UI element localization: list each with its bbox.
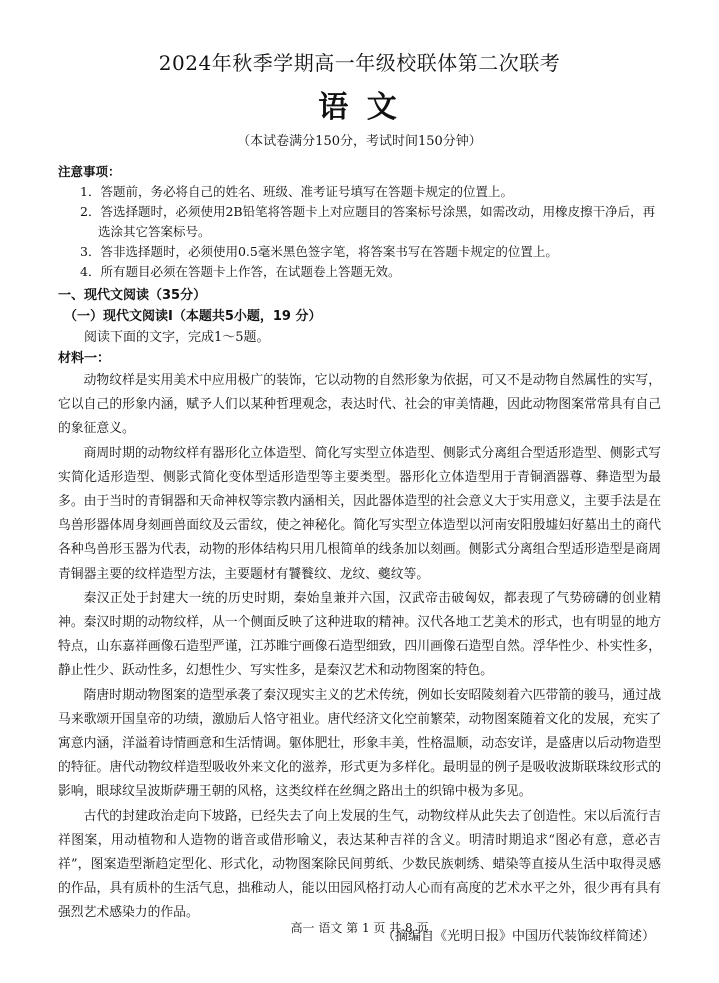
- exam-note: （本试卷满分150分，考试时间150分钟）: [237, 134, 482, 149]
- page-footer: 高一 语文 第 1 页 共 8 页: [290, 921, 429, 935]
- notice-item: 2．答选择题时，必须使用2B铅笔将答题卡上对应题目的答案标号涂黑，如需改动，用橡皮擦干净后，再选涂其它答案标号。: [80, 204, 656, 239]
- material-paragraph: 商周时期的动物纹样有器形化立体造型、简化写实型立体造型、侧影式分离组合型适形造型、侧影式写实简化适形造型、侧影式简化变体型适形造型等主要类型。器形化立体造型用于青铜酒器尊、彝造型为最多。由于当时的青铜器和天命神权等宗教内涵相关，因此器体造型的社会意义大于实用意义，主要手法是在鸟兽形器体周身刻画兽面纹及云雷纹，使之神秘化。简化写实型立体造型以河南安阳殷墟妇好墓出土的商代各种鸟兽形玉器为代表，动物的形体结构只用几根简单的线条加以刻画。侧影式分离组合型适形造型是商周青铜器主要的纹样造型方法，主要题材有饕餮纹、龙纹、夔纹等。: [58, 445, 661, 582]
- notice-heading: 注意事项：: [58, 164, 121, 179]
- material-paragraph: 秦汉正处于封建大一统的历史时期，秦始皇兼并六国，汉武帝击破匈奴，都表现了气势磅礴的创业精神。秦汉时期的动物纹样，从一个侧面反映了这种进取的精神。汉代各地工艺美术的形式，也有明显的地方特点，山东嘉祥画像石造型严谨，江苏睢宁画像石造型细致，四川画像石造型自然。浮华性少、朴实性多，静止性少、跃动性多，幻想性少、写实性多，是秦汉艺术和动物图案的特色。: [58, 590, 661, 679]
- material-heading: 材料一：: [58, 351, 111, 366]
- subject-title: 语 文: [318, 90, 401, 125]
- notice-item: 1．答题前，务必将自己的姓名、班级、准考证号填写在答题卡规定的位置上。: [80, 184, 513, 199]
- reading-instruction: 阅读下面的文字，完成1～5题。: [84, 330, 270, 345]
- subsection-title: （一）现代文阅读Ⅰ（本题共5小题，19 分）: [64, 309, 322, 324]
- section-title: 一、现代文阅读（35分）: [58, 288, 207, 303]
- material-paragraph: 古代的封建政治走向下坡路，已经失去了向上发展的生气，动物纹样从此失去了创造性。宋以后流行吉祥图案，用动植物和人造物的谐音或借形喻义，表达某种吉祥的含义。明清时期追求“图必有意，意必吉祥”，图案造型渐趋定型化、形式化，动物图案除民间剪纸、少数民族刺绣、蜡染等直接从生活中取得灵感的作品，具有质朴的生活气息，拙稚动人，能以田园风格打动人心而有高度的艺术水平之外，很少再有具有强烈艺术感染力的作品。: [58, 808, 661, 921]
- material-paragraph: 隋唐时期动物图案的造型承袭了秦汉现实主义的艺术传统，例如长安昭陵刻着六匹带箭的骏马，通过战马来歌颂开国皇帝的功绩，激励后人恪守祖业。唐代经济文化空前繁荣，动物图案随着文化的发展，充实了寓意内涵，洋溢着诗情画意和生活情调。躯体肥壮，形象丰美，性格温顺，动态安详，是盛唐以后动物造型的特征。唐代动物纹样造型吸收外来文化的滋养，形式更为多样化。最明显的例子是吸收波斯联珠纹形式的影响，眼球纹呈波斯萨珊王朝的风格，这类纹样在丝绸之路出土的织锦中极为多见。: [58, 687, 661, 800]
- material-text: [58, 369, 661, 926]
- material-paragraph: 动物纹样是实用美术中应用极广的装饰，它以动物的自然形象为依据，可又不是动物自然属性的实写，它以自己的形象内涵，赋予人们以某种哲理观念，表达时代、社会的审美情趣，因此动物图案常常具有自己的象征意义。: [58, 373, 661, 437]
- notice-block: [58, 162, 661, 282]
- notice-item: 4．所有题目必须在答题卡上作答，在试题卷上答题无效。: [80, 264, 401, 279]
- source-citation: （摘编自《光明日报》中国历代装饰纹样简述）: [381, 928, 655, 944]
- notice-list: [58, 182, 661, 282]
- notice-item: 3．答非选择题时，必须使用0.5毫米黑色签字笔，将答案书写在答题卡规定的位置上。: [80, 244, 558, 259]
- exam-title: 2024年秋季学期高一年级校联体第二次联考: [158, 51, 561, 75]
